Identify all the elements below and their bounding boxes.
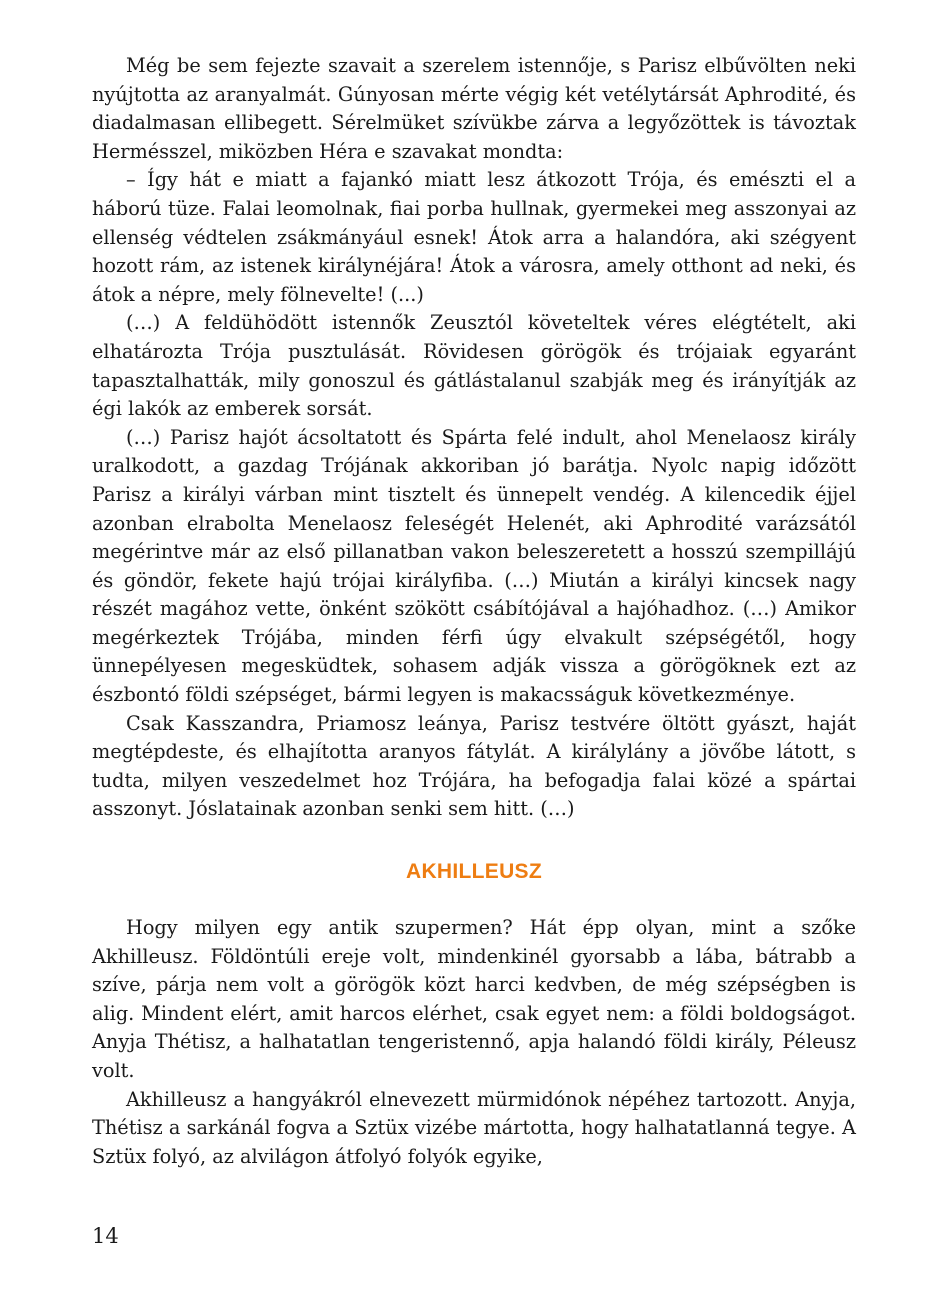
- paragraph: Még be sem fejezte szavait a szerelem istennője, s Parisz elbűvölten neki nyújtotta az aranyalmát. Gúnyosan mérte végig két vetélytársát Aphrodité, és diadalmasan ellibegett. Sérelmüket szívükbe zárva a legyőzöttek is távoztak Hermésszel, miközben Héra e szavakat mondta:: [92, 54, 856, 163]
- paragraph: (…) Parisz hajót ácsoltatott és Spárta felé indult, ahol Menelaosz király uralkodott, a gazdag Trójának akkoriban jó barátja. Nyolc napig időzött Parisz a királyi várban mint tisztelt és ünnepelt vendég. A kilencedik éjjel azonban elrabolta Menelaosz feleségét Helenét, aki Aphrodité varázsától megérintve már az első pillanatban vakon beleszeretett a hosszú szempillájú és göndör, fekete hajú trójai királyfiba. (…) Miután a királyi kincsek nagy részét magához vette, önként szökött csábítójával a hajóhadhoz. (…) Amikor megérkeztek Trójába, minden férfi úgy elvakult szépségétől, hogy ünnepélyesen megesküdtek, sohasem adják vissza a görögöknek ezt az észbontó földi szépséget, bármi legyen is makacsságuk következménye.: [92, 425, 856, 707]
- paragraph: Akhilleusz a hangyákról elnevezett mürmidónok népéhez tartozott. Anyja, Thétisz a sarkánál fogva a Sztüx vizébe mártotta, hogy halhatatlanná tegye. A Sztüx folyó, az alvilágon átfolyó folyók egyike,: [92, 1087, 856, 1168]
- paragraph: – Így hát e miatt a fajankó miatt lesz átkozott Trója, és emészti el a háború tüze. Falai leomolnak, fiai porba hullnak, gyermekei meg asszonyai az ellenség védtelen zsákmányául esnek! Átok arra a halandóra, aki szégyent hozott rám, az istenek királynéjára! Átok a városra, amely otthont ad neki, és átok a népre, mely fölnevelte! (...): [92, 168, 856, 306]
- page-body: [92, 52, 856, 1171]
- paragraph: Hogy milyen egy antik szupermen? Hát épp olyan, mint a szőke Akhilleusz. Földöntúli ereje volt, mindenkinél gyorsabb a lába, bátrabb a szíve, párja nem volt a görögök közt harci kedvben, de még szépségben is alig. Mindent elért, amit harcos elérhet, csak egyet nem: a földi boldogságot. Anyja Thétisz, a halhatatlan tengeristennő, apja halandó földi király, Péleusz volt.: [92, 916, 856, 1082]
- paragraph: Csak Kasszandra, Priamosz leánya, Parisz testvére öltött gyászt, haját megtépdeste, és elhajította aranyos fátylát. A királylány a jövőbe látott, s tudta, milyen veszedelmet hoz Trójára, ha befogadja falai közé a spártai asszonyt. Jóslatainak azonban senki sem hitt. (…): [92, 711, 856, 821]
- paragraph: (…) A feldühödött istennők Zeusztól követeltek véres elégtételt, aki elhatározta Trója pusztulását. Rövidesen görögök és trójaiak egyaránt tapasztalhatták, mily gonoszul és gátlástalanul szabják meg és irányítják az égi lakók az emberek sorsát.: [92, 311, 856, 421]
- section-heading: AKHILLEUSZ: [406, 860, 542, 884]
- page-number: 14: [92, 1224, 119, 1248]
